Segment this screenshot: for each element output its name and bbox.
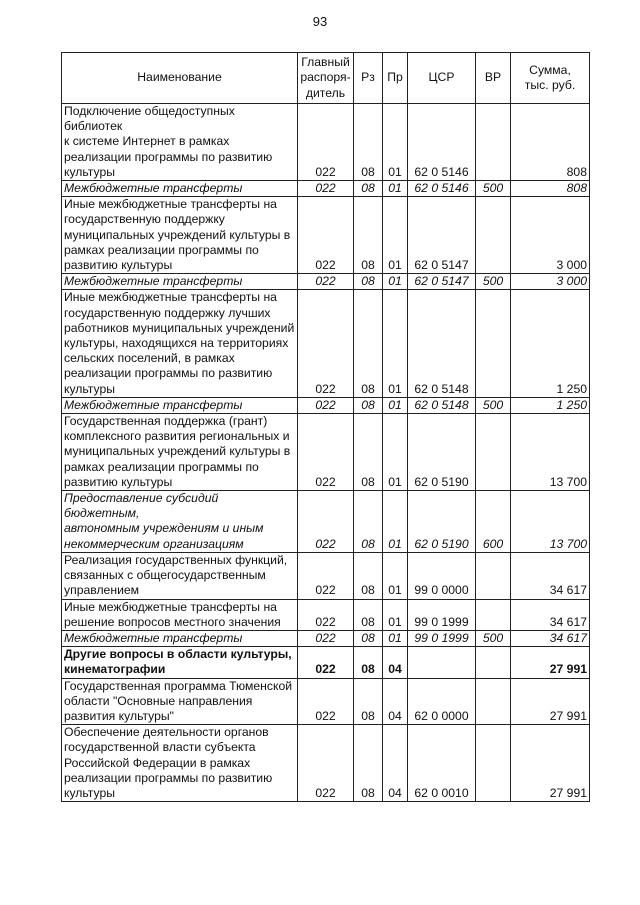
cell-sum: 27 991 bbox=[511, 725, 590, 802]
cell-name: Государственная поддержка (грант) комплексного развития региональных и муниципальных учреждений культуры в рамках реализации программы по развитию культуры bbox=[62, 414, 298, 491]
cell-sum: 808 bbox=[511, 181, 590, 197]
cell-vr bbox=[476, 647, 511, 678]
header-csr: ЦСР bbox=[408, 53, 476, 104]
cell-admin: 022 bbox=[298, 104, 354, 181]
table-row bbox=[62, 725, 590, 802]
cell-vr bbox=[476, 414, 511, 491]
cell-pr: 01 bbox=[383, 397, 408, 413]
cell-sum: 3 000 bbox=[511, 197, 590, 274]
cell-pr: 01 bbox=[383, 197, 408, 274]
table-row bbox=[62, 599, 590, 630]
cell-admin: 022 bbox=[298, 630, 354, 646]
header-admin-label: Главный распоря- дитель bbox=[300, 55, 351, 100]
table-row bbox=[62, 181, 590, 197]
cell-admin: 022 bbox=[298, 678, 354, 725]
cell-csr: 62 0 0000 bbox=[408, 678, 476, 725]
cell-pr: 01 bbox=[383, 599, 408, 630]
cell-admin: 022 bbox=[298, 414, 354, 491]
cell-admin: 022 bbox=[298, 397, 354, 413]
cell-sum: 1 250 bbox=[511, 290, 590, 397]
cell-pr: 01 bbox=[383, 630, 408, 646]
table-row bbox=[62, 491, 590, 553]
cell-pr: 01 bbox=[383, 104, 408, 181]
cell-rz: 08 bbox=[354, 104, 383, 181]
table-row bbox=[62, 274, 590, 290]
cell-vr bbox=[476, 104, 511, 181]
cell-vr bbox=[476, 599, 511, 630]
cell-name: Межбюджетные трансферты bbox=[62, 397, 298, 413]
table-row bbox=[62, 647, 590, 678]
cell-admin: 022 bbox=[298, 197, 354, 274]
cell-name: Иные межбюджетные трансферты на решение вопросов местного значения bbox=[62, 599, 298, 630]
cell-name: Межбюджетные трансферты bbox=[62, 274, 298, 290]
cell-rz: 08 bbox=[354, 397, 383, 413]
table-row bbox=[62, 397, 590, 413]
cell-name: Подключение общедоступных библиотек к системе Интернет в рамках реализации программы по развитию культуры bbox=[62, 104, 298, 181]
header-admin bbox=[298, 53, 354, 104]
table-row bbox=[62, 678, 590, 725]
header-sum bbox=[511, 53, 590, 104]
cell-csr: 62 0 5190 bbox=[408, 491, 476, 553]
cell-csr: 62 0 5146 bbox=[408, 104, 476, 181]
cell-admin: 022 bbox=[298, 274, 354, 290]
cell-name: Другие вопросы в области культуры, кинематографии bbox=[62, 647, 298, 678]
header-rz: Рз bbox=[354, 53, 383, 104]
cell-vr: 500 bbox=[476, 181, 511, 197]
cell-rz: 08 bbox=[354, 290, 383, 397]
cell-pr: 01 bbox=[383, 414, 408, 491]
cell-sum: 13 700 bbox=[511, 491, 590, 553]
cell-csr: 62 0 0010 bbox=[408, 725, 476, 802]
table-row bbox=[62, 630, 590, 646]
cell-vr: 500 bbox=[476, 274, 511, 290]
cell-vr bbox=[476, 678, 511, 725]
cell-vr bbox=[476, 552, 511, 599]
cell-name: Иные межбюджетные трансферты на государственную поддержку лучших работников муниципальных учреждений культуры, находящихся на территориях сельских поселений, в рамках реализации программы по развитию культуры bbox=[62, 290, 298, 397]
cell-rz: 08 bbox=[354, 491, 383, 553]
cell-admin: 022 bbox=[298, 647, 354, 678]
cell-name: Межбюджетные трансферты bbox=[62, 630, 298, 646]
cell-sum: 34 617 bbox=[511, 599, 590, 630]
cell-rz: 08 bbox=[354, 599, 383, 630]
cell-csr: 99 0 1999 bbox=[408, 599, 476, 630]
cell-admin: 022 bbox=[298, 491, 354, 553]
cell-name: Предоставление субсидий бюджетным, автономным учреждениям и иным некоммерческим организациям bbox=[62, 491, 298, 553]
cell-admin: 022 bbox=[298, 290, 354, 397]
cell-sum: 1 250 bbox=[511, 397, 590, 413]
cell-name: Иные межбюджетные трансферты на государственную поддержку муниципальных учреждений культуры в рамках реализации программы по развитию культуры bbox=[62, 197, 298, 274]
cell-admin: 022 bbox=[298, 552, 354, 599]
cell-admin: 022 bbox=[298, 181, 354, 197]
cell-pr: 01 bbox=[383, 274, 408, 290]
cell-rz: 08 bbox=[354, 678, 383, 725]
cell-csr bbox=[408, 647, 476, 678]
header-name: Наименование bbox=[62, 53, 298, 104]
cell-pr: 04 bbox=[383, 725, 408, 802]
cell-csr: 62 0 5147 bbox=[408, 274, 476, 290]
cell-vr bbox=[476, 725, 511, 802]
cell-sum: 34 617 bbox=[511, 630, 590, 646]
cell-sum: 3 000 bbox=[511, 274, 590, 290]
cell-rz: 08 bbox=[354, 181, 383, 197]
table-row bbox=[62, 552, 590, 599]
cell-rz: 08 bbox=[354, 725, 383, 802]
cell-sum: 34 617 bbox=[511, 552, 590, 599]
cell-csr: 62 0 5190 bbox=[408, 414, 476, 491]
cell-rz: 08 bbox=[354, 414, 383, 491]
cell-csr: 99 0 1999 bbox=[408, 630, 476, 646]
cell-sum: 13 700 bbox=[511, 414, 590, 491]
cell-vr bbox=[476, 197, 511, 274]
cell-pr: 01 bbox=[383, 491, 408, 553]
cell-vr: 600 bbox=[476, 491, 511, 553]
cell-admin: 022 bbox=[298, 725, 354, 802]
page-number: 93 bbox=[312, 14, 328, 29]
cell-csr: 62 0 5148 bbox=[408, 290, 476, 397]
cell-csr: 62 0 5147 bbox=[408, 197, 476, 274]
cell-rz: 08 bbox=[354, 552, 383, 599]
cell-rz: 08 bbox=[354, 647, 383, 678]
budget-table bbox=[61, 52, 590, 802]
cell-name: Обеспечение деятельности органов государственной власти субъекта Российской Федерации в рамках реализации программы по развитию культуры bbox=[62, 725, 298, 802]
cell-name: Государственная программа Тюменской области "Основные направления развития культуры" bbox=[62, 678, 298, 725]
cell-sum: 27 991 bbox=[511, 647, 590, 678]
table-row bbox=[62, 104, 590, 181]
cell-csr: 62 0 5148 bbox=[408, 397, 476, 413]
table-row bbox=[62, 290, 590, 397]
cell-pr: 04 bbox=[383, 678, 408, 725]
cell-pr: 01 bbox=[383, 552, 408, 599]
header-vr: ВР bbox=[476, 53, 511, 104]
cell-csr: 99 0 0000 bbox=[408, 552, 476, 599]
cell-pr: 01 bbox=[383, 290, 408, 397]
cell-rz: 08 bbox=[354, 197, 383, 274]
table-row bbox=[62, 197, 590, 274]
table-row bbox=[62, 414, 590, 491]
cell-vr: 500 bbox=[476, 630, 511, 646]
cell-sum: 808 bbox=[511, 104, 590, 181]
header-pr: Пр bbox=[383, 53, 408, 104]
cell-vr: 500 bbox=[476, 397, 511, 413]
header-sum-label: Сумма, тыс. руб. bbox=[524, 62, 576, 92]
cell-sum: 27 991 bbox=[511, 678, 590, 725]
cell-name: Межбюджетные трансферты bbox=[62, 181, 298, 197]
cell-admin: 022 bbox=[298, 599, 354, 630]
cell-pr: 01 bbox=[383, 181, 408, 197]
cell-name: Реализация государственных функций, связанных с общегосударственным управлением bbox=[62, 552, 298, 599]
cell-vr bbox=[476, 290, 511, 397]
cell-rz: 08 bbox=[354, 274, 383, 290]
cell-rz: 08 bbox=[354, 630, 383, 646]
table-header-row bbox=[62, 53, 590, 104]
cell-pr: 04 bbox=[383, 647, 408, 678]
cell-csr: 62 0 5146 bbox=[408, 181, 476, 197]
